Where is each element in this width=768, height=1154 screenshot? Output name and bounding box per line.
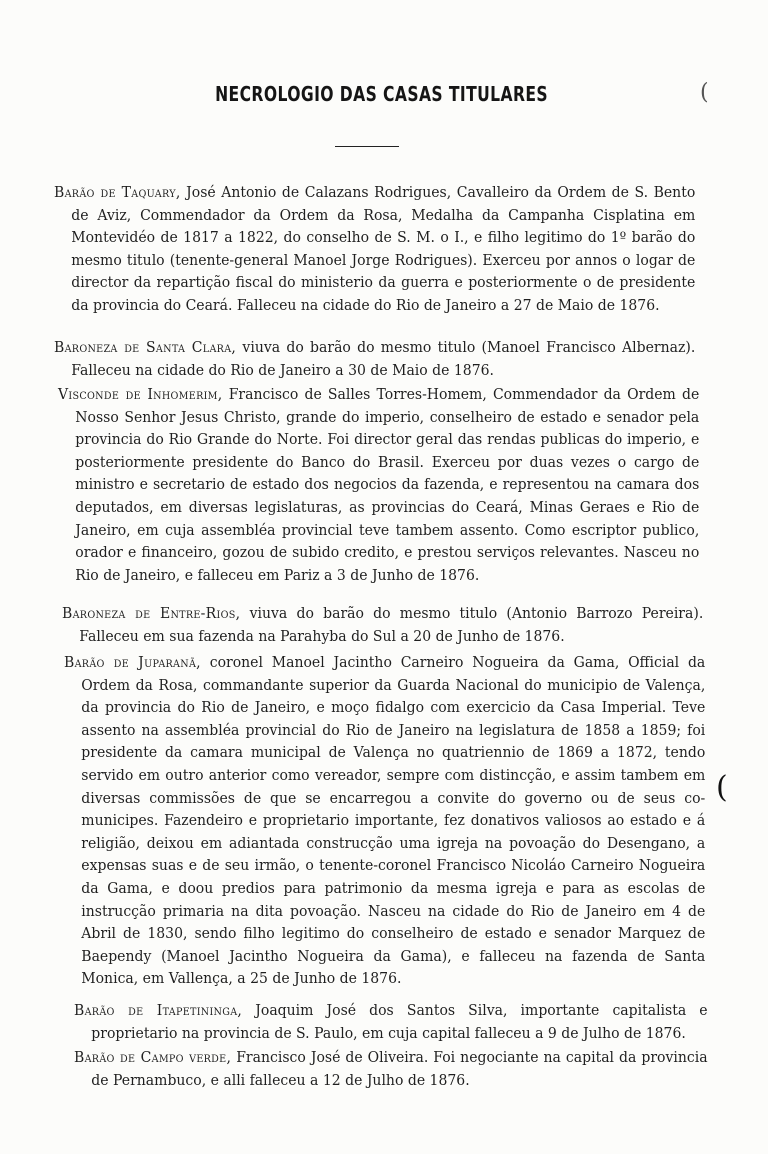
title-holder-name: Barão de Juparanã, [64, 654, 201, 671]
title-holder-name: Barão de Itapetininga, [74, 1002, 243, 1019]
title-holder-name: Barão de Campo verde, [74, 1049, 232, 1066]
obituary-entry [54, 337, 695, 382]
obituary-entry [74, 1000, 708, 1045]
obituary-entry [58, 384, 699, 587]
title-holder-name: Barão de Taquary, [54, 184, 181, 201]
entry-text: coronel Manoel Jacintho Carneiro Nogueira da Gama, Official da Ordem da Rosa, commandante superior da Guarda Nacional do municipio de Valença, da provincia do Rio de Janeiro, e moço fidalgo com exercicio da Casa Imperial. Teve assento na assembléa provincial do Rio de Janeiro na legislatura de 1858 a 1859; foi presidente da camara municipal de Valença no quatriennio de 1869 a 1872, tendo servido em outro anterior como vereador, sempre com distincção, e assim tambem em diversas commissões de que se encarregou a convite do governo ou de seus co-municipes. Fazendeiro e proprietario importante, fez donativos valiosos ao estado e á religião, deixou em adiantada construcção uma igreja na povoação do Desengano, a expensas suas e de seu irmão, o tenente-coronel Francisco Nicoláo Carneiro Nogueira da Gama, e doou predios para patrimonio da mesma igreja e para as escolas de instrucção primaria na dita povoação. Nasceu na cidade do Rio de Janeiro em 4 de Abril de 1830, sendo filho legitimo do conselheiro de estado e senador Marquez de Baependy (Manoel Jacintho Nogueira da Gama), e falleceu na fazenda de Santa Monica, em Vallença, a 25 de Junho de 1876. [81, 654, 706, 988]
obituary-entry [64, 652, 705, 991]
title-divider [335, 146, 399, 147]
title-holder-name: Baroneza de Entre-Rios, [62, 605, 241, 622]
entry-text: José Antonio de Calazans Rodrigues, Cavalleiro da Ordem de S. Bento de Aviz, Commendador da Ordem da Rosa, Medalha da Campanha Cisplatina em Montevidéo de 1817 a 1822, do conselho de S. M. o I., e filho legitimo do 1º barão do mesmo titulo (tenente-general Manoel Jorge Rodrigues). Exerceu por annos o logar de director da repartição fiscal do ministerio da guerra e posteriormente o de presidente da provincia do Ceará. Falleceu na cidade do Rio de Janeiro a 27 de Maio de 1876. [71, 184, 696, 314]
entry-text: viuva do barão do mesmo titulo (Manoel Francisco Albernaz). Falleceu na cidade do Rio de Janeiro a 30 de Maio de 1876. [71, 339, 696, 379]
margin-bracket-mark: ( [700, 80, 709, 105]
title-holder-name: Visconde de Inhomerim, [58, 386, 223, 403]
title-holder-name: Baroneza de Santa Clara, [54, 339, 237, 356]
margin-bracket-mark: ( [716, 770, 728, 805]
page-title: NECROLOGIO DAS CASAS TITULARES [215, 82, 549, 106]
entry-text: viuva do barão do mesmo titulo (Antonio Barrozo Pereira). Falleceu em sua fazenda na Parahyba do Sul a 20 de Junho de 1876. [79, 605, 704, 645]
entry-text: Francisco de Salles Torres-Homem, Commendador da Ordem de Nosso Senhor Jesus Christo, grande do imperio, conselheiro de estado e senador pela provincia do Rio Grande do Norte. Foi director geral das rendas publicas do imperio, e posteriormente presidente do Banco do Brasil. Exerceu por duas vezes o cargo de ministro e secretario de estado dos negocios da fazenda, e representou na camara dos deputados, em diversas legislaturas, as provincias do Ceará, Minas Geraes e Rio de Janeiro, em cuja assembléa provincial teve tambem assento. Como escriptor publico, orador e financeiro, gozou de subido credito, e prestou serviços relevantes. Nasceu no Rio de Janeiro, e falleceu em Pariz a 3 de Junho de 1876. [75, 386, 700, 584]
obituary-entry [62, 603, 703, 648]
entry-text: Francisco José de Oliveira. Foi negociante na capital da provincia de Pernambuco, e alli falleceu a 12 de Julho de 1876. [91, 1049, 708, 1089]
obituary-entry [74, 1047, 708, 1092]
obituary-entry [54, 182, 695, 318]
entry-text: Joaquim José dos Santos Silva, importante capitalista e proprietario na provincia de S. Paulo, em cuja capital falleceu a 9 de Julho de 1876. [91, 1002, 708, 1042]
